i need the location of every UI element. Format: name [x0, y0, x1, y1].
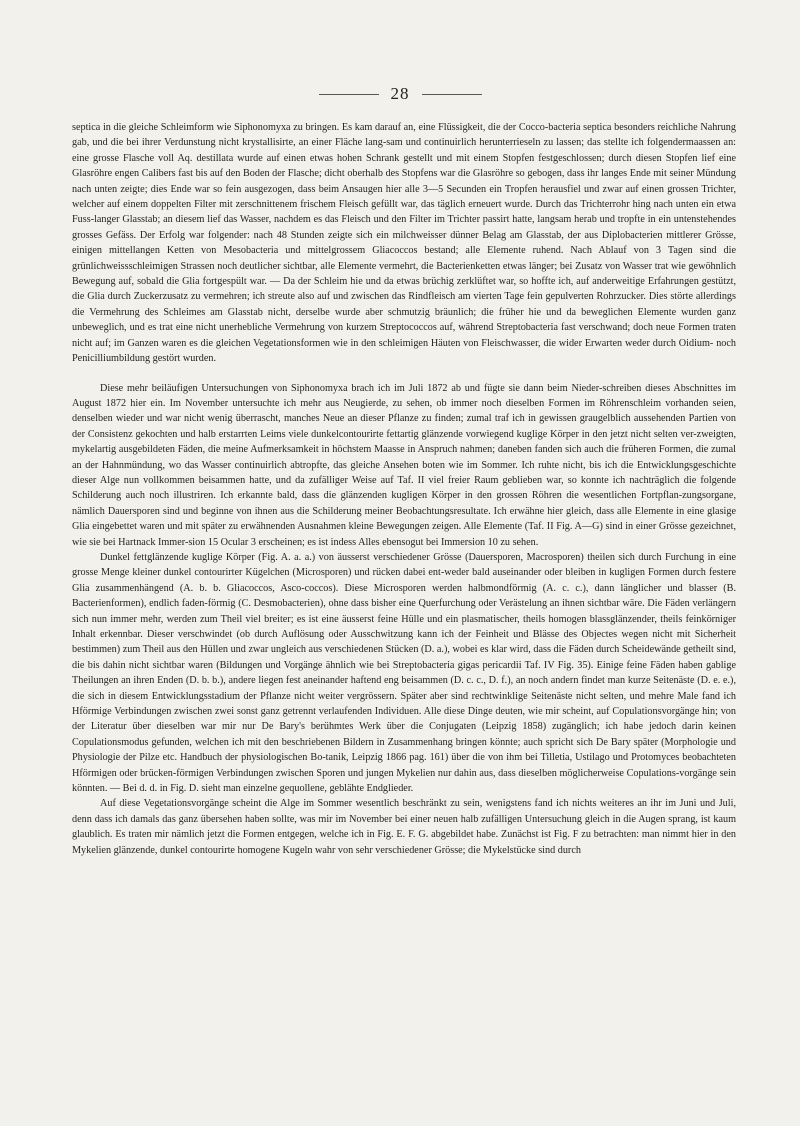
paragraph-1: septica in die gleiche Schleimform wie Siphonomyxa zu bringen. Es kam darauf an, eine Flüssigkeit, die der Cocco-bacteria septica besonders reichliche Nahrung gab, und die bei ihrer Verdunstung nicht krystallisirte, an einer Fläche lang-sam und continuirlich herunterrieseln zu lassen; das stellte ich folgendermaassen an: eine grosse Flasche voll Aq. destillata wurde auf einen etwas hohen Schrank gestellt und mit einem Stopfen festgeschlossen; durch diesen Stopfen lief eine Glasröhre engen Calibers fast bis auf den Boden der Flasche; dicht oberhalb des Stopfens war die Glasröhre so gebogen, dass ihr langes Ende mit seiner Mündung nach unten zeigte; dies Ende war so fein ausgezogen, dass beim Ansaugen hier alle 3—5 Secunden ein Tropfen herausfiel und zwar auf einen grossen Trichter, welcher auf einem doppelten Filter mit zerschnittenem frischem Fleisch gefüllt war, das täglich erneuert wurde. Durch das Trichterrohr hing nach unten ein etwa Fuss-langer Glasstab; an diesem lief das Wasser, nachdem es das Fleisch und den Filter im Trichter passirt hatte, langsam herab und tropfte in ein untenstehendes grosses Gefäss. Der Erfolg war folgender: nach 48 Stunden zeigte sich ein milchweisser dünner Belag am Glasstab, der aus Diplobacterien mittlerer Grösse, einigen mittellangen Ketten von Mesobacteria und mittelgrossem Gliacoccos bestand; alle Elemente ruhend. Nach Ablauf von 3 Tagen sind die grünlichweissschleimigen Strassen noch deutlicher sichtbar, alle Elemente vermehrt, die Bacterienketten etwas länger; bei Zusatz von Wasser trat wie gewöhnlich Bewegung auf, sobald die Glia fortgespült war. — Da der Schleim hie und da etwas brüchig zerklüftet war, so hoffte ich, auf anderweitige Erfahrungen gestützt, die Glia durch Zuckerzusatz zu vermehren; ich streute also auf und zwischen das Rindfleisch am vierten Tage fein gepulverten Rohrzucker. Dies störte allerdings die Vermehrung des Schleimes am Glasstab nicht, derselbe wurde aber schmutzig bräunlich; die früher hie und da beweglichen Elemente wurden ganz unbeweglich, und es trat eine nicht unerhebliche Vermehrung von kurzem Streptococcos auf, während Streptobacteria fast verschwand; doch neue Formen traten nicht auf; im Ganzen waren es die gleichen Vegetationsformen wie in den schleimigen Häuten von Fleischwasser, die wider Erwarten weder durch Oidium- noch Penicilliumbildung gestört wurden.: [72, 122, 736, 365]
body-text: [72, 120, 736, 858]
paragraph-2: Diese mehr beiläufigen Untersuchungen von Siphonomyxa brach ich im Juli 1872 ab und fügte sie dann beim Nieder-schreiben dieses Abschnittes im August 1872 hier ein. Im November untersuchte ich mehr aus Neugierde, zu sehen, ob immer noch dieselben Formen im Röhrenschleim vorhanden seien, denselben wieder und war nicht wenig überrascht, manches Neue an dieser Pflanze zu finden; zumal traf ich in gewissen graugelblich aussehenden Partien von der Consistenz gekochten und halb erstarrten Leims viele dunkelcontourirte fettartig glänzende vorwiegend kuglige Körper in den jetzt nicht selten ver-zweigten, mykelartig ausgebildeten Fäden, die meine Aufmerksamkeit in höchstem Maasse in Anspruch nahmen; daneben fanden sich auch die früheren Formen, die zumal an der Hahnmündung, wo das Wasser continuirlich abtropfte, das gleiche Ansehen boten wie im Sommer. Ich ruhte nicht, bis ich die Entwicklungsgeschichte dieser Alge nun vollkommen beisammen hatte, und da zufälliger Weise auf Taf. II viel freier Raum geblieben war, so konnte ich nachträglich die folgende Schilderung auch noch illustriren. Ich erkannte bald, dass die glänzenden kugligen Körper in den grossen Röhren die wesentlichen Fortpflan-zungsorgane, nämlich Dauersporen sind und beginne von ihnen aus die Schilderung meiner Beobachtungsresultate. Ich erwähne hier gleich, dass alle Elemente in eine glasige Glia eingebettet waren und mit später zu erwähnenden Ausnahmen kleine Bewegungen zeigen. Alle Elemente (Taf. II Fig. A—G) sind in einer Grösse gezeichnet, wie sie bei Hartnack Immer-sion 15 Ocular 3 erscheinen; es ist indess Alles ebensogut bei Immersion 10 zu sehen.: [72, 382, 736, 548]
header-rule-left: [319, 94, 379, 95]
page-header: [0, 84, 800, 104]
paragraph-gap: [72, 367, 736, 381]
page-number: 28: [390, 84, 410, 103]
paragraph-3: Dunkel fettglänzende kuglige Körper (Fig. A. a. a.) von äusserst verschiedener Grösse (Dauersporen, Macrosporen) theilen sich durch Furchung in eine grosse Menge kleiner dunkel contourirter Kügelchen (Microsporen) und rücken dabei ent-weder bald auseinander oder bleiben in kugligen Formen durch festere Glia zusammenhängend (A. b. b. Gliacoccos, Asco-coccos). Diese Microsporen werden halbmondförmig (A. c. c.), dann länglicher und blasser (B. Bacterienformen), endlich faden-förmig (C. Desmobacterien), ohne dass bisher eine Querfurchung oder Verästelung an ihnen sichtbar wäre. Die Fäden verlängern sich nun immer mehr, werden zum Theil viel breiter; es ist eine äusserst feine Hülle und ein plasmatischer, theils homogen blassglänzender, theils feinkörniger Inhalt erkennbar. Dieser verschwindet (ob durch Auflösung oder Ausschwitzung kann ich der Feinheit und Blässe des Objectes wegen nicht mit Sicherheit bestimmen) zum Theil aus den Hüllen und zwar ungleich aus verschiedenen Stücken (D. a.), wobei es klar wird, dass die Fäden durch Scheidewände getheilt sind, die bis dahin nicht sichtbar waren (Bildungen und Vorgänge ähnlich wie bei Streptobacteria gigas pericardii Taf. IV Fig. 35). Einige feine Fäden haben gablige Theilungen an ihren Enden (D. b. b.), andere liegen fest aneinander haftend eng beisammen (D. c. c., D. f.), an noch andern findet man kurze Seitenäste (D. e. e.), die sich in diesem Entwicklungsstadium der Pflanze nicht weiter vergrössern. Später aber sind rechtwinklige Seitenäste nicht selten, und mehre Male fand ich Hförmige Verbindungen zwischen zwei sonst ganz getrennt verlaufenden Individuen. Alle diese Dinge deuten, wie mir scheint, auf Copulationsvorgänge hin; von der Literatur über dieselben war mir nur De Bary's berühmtes Werk über die Conjugaten (Leipzig 1858) zugänglich; ich habe jedoch darin keinen Copulationsmodus gefunden, welchen ich mit den beschriebenen Bildern in Zusammenhang bringen könnte; auch spricht sich De Bary später (Morphologie und Physiologie der Pilze etc. Handbuch der physiologischen Bo-tanik, Leipzig 1866 pag. 161) über die von ihm bei Tilletia, Ustilago und Protomyces beobachteten Hförmigen oder brücken-förmigen Verbindungen zwischen Sporen und jungen Mykelien nur dahin aus, dass dieselben möglicherweise Copulations-vorgänge sein könnten. — Bei d. d. in Fig. D. sieht man einzelne gequollene, geblähte Endglieder.: [72, 551, 736, 795]
paragraph-4: Auf diese Vegetationsvorgänge scheint die Alge im Sommer wesentlich beschränkt zu sein, wenigstens fand ich nichts weiteres an ihr im Juni und Juli, denn dass ich damals das ganz übersehen haben sollte, was mir im November bei einer neuen halb zufälligen Untersuchung gleich in die Augen sprang, ist kaum glaublich. Es traten mir nämlich jetzt die Formen entgegen, welche ich in Fig. E. F. G. abgebildet habe. Zunächst ist Fig. F zu betrachten: man nimmt hier in den Mykelien glänzende, dunkel contourirte homogene Kugeln wahr von sehr verschiedener Grösse; die Mykelstücke sind durch: [72, 798, 736, 856]
header-rule-right: [422, 94, 482, 95]
